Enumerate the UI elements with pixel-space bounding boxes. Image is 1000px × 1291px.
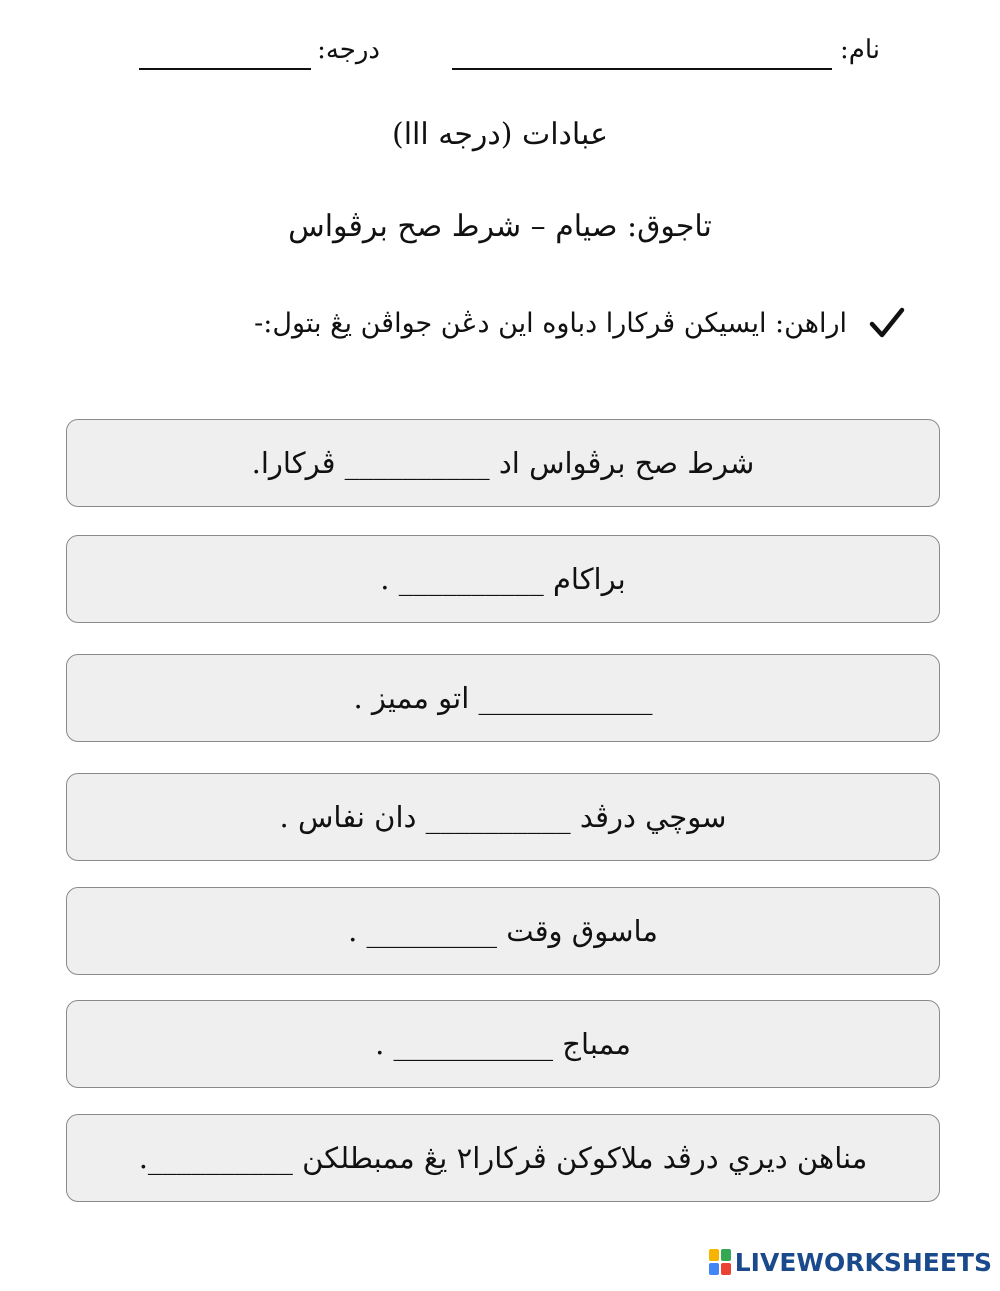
grade-label: درجه: — [317, 35, 380, 65]
name-label: نام: — [839, 35, 880, 65]
question-box-1[interactable] — [66, 419, 940, 507]
question-text: براكام __________ . — [380, 562, 626, 596]
liveworksheets-logo-icon — [709, 1249, 731, 1275]
question-box-7[interactable] — [66, 1114, 940, 1202]
page-title: عبادات (درجه ااا) — [392, 117, 608, 152]
question-text: مناهن ديري درڤد ملاكوكن ڤركارا٢ يڠ ممبطلكن __________. — [138, 1141, 868, 1175]
instruction-text: اراهن: ايسيكن ڤركارا دباوه اين دڠن جواڤن يڠ بتول:- — [254, 307, 847, 339]
header-row — [120, 30, 880, 80]
footer-logo-text: LIVEWORKSHEETS — [734, 1247, 992, 1277]
question-box-6[interactable] — [66, 1000, 940, 1088]
question-text: ____________ اتو مميز . — [353, 681, 653, 715]
footer-logo[interactable] — [709, 1247, 992, 1277]
question-box-3[interactable] — [66, 654, 940, 742]
grade-field — [139, 30, 380, 70]
question-text: ممباج ___________ . — [375, 1027, 631, 1061]
instruction — [145, 298, 905, 348]
question-box-2[interactable] — [66, 535, 940, 623]
name-input-line[interactable] — [452, 36, 832, 70]
question-text: شرط صح برڤواس اد __________ ڤركارا. — [251, 446, 755, 480]
page-subtitle: تاجوق: صيام – شرط صح برڤواس — [288, 209, 712, 244]
question-text: ماسوق وقت _________ . — [348, 914, 658, 948]
name-field — [452, 30, 880, 70]
grade-input-line[interactable] — [139, 36, 311, 70]
check-icon — [869, 305, 905, 341]
question-text: سوچي درڤد __________ دان نفاس . — [279, 800, 727, 834]
question-box-4[interactable] — [66, 773, 940, 861]
question-box-5[interactable] — [66, 887, 940, 975]
